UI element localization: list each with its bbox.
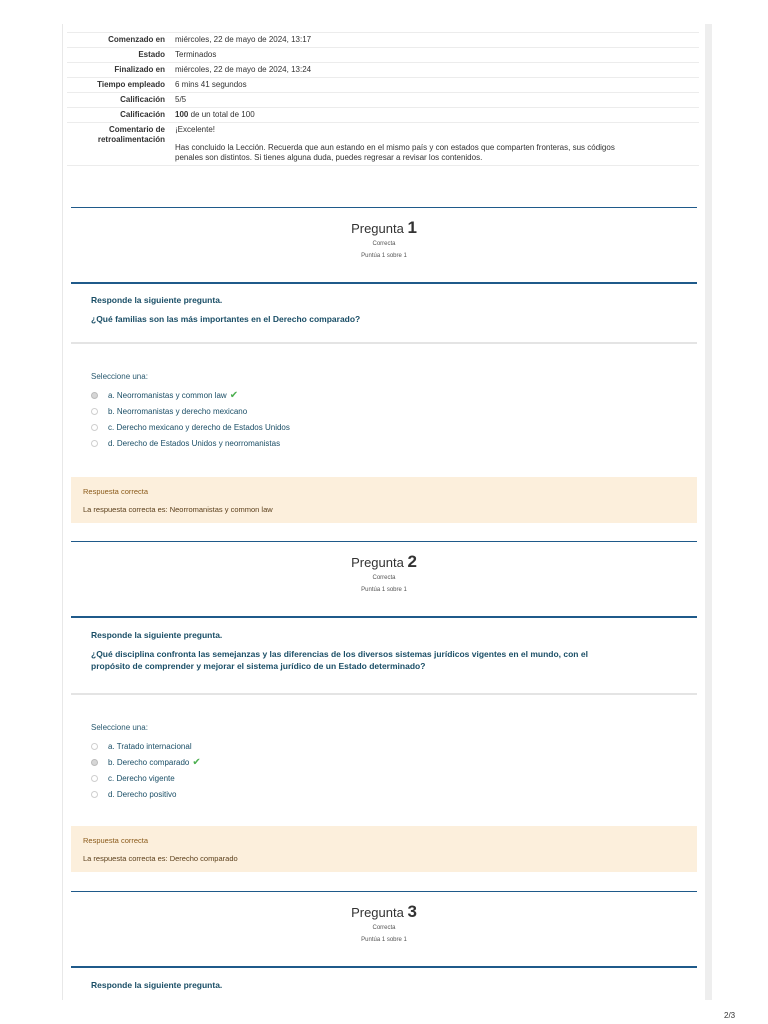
question-state: Correcta bbox=[372, 575, 396, 581]
option-text: b. Derecho comparado bbox=[108, 758, 190, 767]
option-text: c. Derecho vigente bbox=[108, 774, 175, 783]
summary-key: Comenzado en bbox=[67, 33, 171, 48]
feedback-key-line1: Comentario de bbox=[108, 125, 165, 134]
question-line: ¿Qué familias son las más importantes en el Derecho comparado? bbox=[91, 314, 361, 324]
question-3-header bbox=[71, 891, 697, 968]
summary-key bbox=[67, 123, 171, 166]
option-text: b. Neorromanistas y derecho mexicano bbox=[108, 407, 248, 416]
summary-value: 5/5 bbox=[171, 93, 699, 108]
summary-value: miércoles, 22 de mayo de 2024, 13:17 bbox=[171, 33, 699, 48]
answer-option-a[interactable] bbox=[91, 740, 201, 753]
question-number: 2 bbox=[407, 552, 417, 571]
answer-option-c[interactable] bbox=[91, 421, 290, 434]
option-text: a. Tratado internacional bbox=[108, 742, 192, 751]
correct-check-icon: ✔ bbox=[229, 390, 239, 401]
summary-key: Finalizado en bbox=[67, 63, 171, 78]
summary-row-time bbox=[67, 78, 699, 93]
feedback-line3: penales son distintos. Si tienes alguna duda, puedes regresar a revisar los contenidos. bbox=[175, 153, 483, 162]
radio-button[interactable] bbox=[91, 743, 98, 750]
answer-option-b[interactable] bbox=[91, 405, 290, 418]
summary-key: Tiempo empleado bbox=[67, 78, 171, 93]
question-2-feedback bbox=[71, 826, 697, 872]
feedback-line2: Has concluido la Lección. Recuerda que aun estando en el mismo país y con estados que comparten fronteras, sus códigos bbox=[175, 143, 615, 152]
question-title bbox=[71, 218, 697, 238]
summary-row-grade bbox=[67, 108, 699, 123]
grade-total: de un total de 100 bbox=[188, 110, 255, 119]
question-label: Pregunta bbox=[351, 905, 404, 920]
attempt-summary-table bbox=[67, 32, 699, 166]
question-score: Puntúa 1 sobre 1 bbox=[361, 587, 407, 593]
summary-value bbox=[171, 123, 699, 166]
answer-option-a[interactable] bbox=[91, 389, 290, 402]
divider bbox=[71, 693, 697, 695]
option-text: c. Derecho mexicano y derecho de Estados Unidos bbox=[108, 423, 290, 432]
question-title bbox=[71, 902, 697, 922]
option-text: d. Derecho de Estados Unidos y neorromanistas bbox=[108, 439, 281, 448]
correct-check-icon: ✔ bbox=[192, 757, 201, 768]
question-label: Pregunta bbox=[351, 555, 404, 570]
question-number: 3 bbox=[407, 902, 417, 921]
radio-button[interactable] bbox=[91, 791, 98, 798]
question-line: propósito de comprender y mejorar el sistema jurídico de un Estado determinado? bbox=[91, 661, 426, 671]
select-label: Seleccione una: bbox=[91, 372, 148, 381]
feedback-text: La respuesta correcta es: Derecho comparado bbox=[83, 854, 238, 863]
question-line: ¿Qué disciplina confronta las semejanzas y las diferencias de los diversos sistemas jurídicos vigentes en el mundo, con el bbox=[91, 649, 588, 659]
question-title bbox=[71, 552, 697, 572]
question-prompt: Responde la siguiente pregunta. bbox=[91, 630, 223, 640]
summary-key: Estado bbox=[67, 48, 171, 63]
feedback-text: La respuesta correcta es: Neorromanistas y common law bbox=[83, 505, 273, 514]
summary-row-started bbox=[67, 33, 699, 48]
option-text: a. Neorromanistas y common law bbox=[108, 391, 227, 400]
question-state: Correcta bbox=[372, 241, 396, 247]
feedback-line1: ¡Excelente! bbox=[175, 125, 216, 134]
summary-value: miércoles, 22 de mayo de 2024, 13:24 bbox=[171, 63, 699, 78]
summary-value: Terminados bbox=[171, 48, 699, 63]
divider bbox=[71, 342, 697, 344]
summary-row-marks bbox=[67, 93, 699, 108]
radio-button[interactable] bbox=[91, 408, 98, 415]
summary-key: Calificación bbox=[67, 108, 171, 123]
question-2-text bbox=[71, 629, 697, 679]
question-2-header bbox=[71, 541, 697, 618]
summary-key: Calificación bbox=[67, 93, 171, 108]
grade-value: 100 bbox=[175, 110, 189, 119]
question-state: Correcta bbox=[372, 925, 396, 931]
answer-option-d[interactable] bbox=[91, 788, 201, 801]
radio-button[interactable] bbox=[91, 424, 98, 431]
question-3-text bbox=[71, 979, 697, 998]
summary-value bbox=[171, 108, 699, 123]
summary-row-finished bbox=[67, 63, 699, 78]
radio-button[interactable] bbox=[91, 440, 98, 447]
question-prompt: Responde la siguiente pregunta. bbox=[91, 980, 223, 990]
question-prompt: Responde la siguiente pregunta. bbox=[91, 295, 223, 305]
feedback-title: Respuesta correcta bbox=[83, 836, 149, 845]
select-label: Seleccione una: bbox=[91, 723, 148, 732]
question-number: 1 bbox=[407, 218, 417, 237]
answer-option-d[interactable] bbox=[91, 437, 290, 450]
question-score: Puntúa 1 sobre 1 bbox=[361, 253, 407, 259]
radio-button[interactable] bbox=[91, 775, 98, 782]
question-1-answers bbox=[91, 372, 290, 453]
answer-option-b[interactable] bbox=[91, 756, 201, 769]
feedback-title: Respuesta correcta bbox=[83, 487, 149, 496]
question-1-header bbox=[71, 207, 697, 284]
quiz-review-page bbox=[62, 24, 712, 1000]
radio-button[interactable] bbox=[91, 392, 98, 399]
question-2-answers bbox=[91, 723, 201, 804]
answer-option-c[interactable] bbox=[91, 772, 201, 785]
page-number: 2/3 bbox=[724, 1011, 736, 1020]
question-score: Puntúa 1 sobre 1 bbox=[361, 937, 407, 943]
question-label: Pregunta bbox=[351, 221, 404, 236]
summary-row-state bbox=[67, 48, 699, 63]
summary-row-feedback bbox=[67, 123, 699, 166]
question-1-text bbox=[71, 294, 697, 332]
feedback-key-line2: retroalimentación bbox=[97, 135, 165, 144]
option-text: d. Derecho positivo bbox=[108, 790, 177, 799]
summary-value: 6 mins 41 segundos bbox=[171, 78, 699, 93]
radio-button[interactable] bbox=[91, 759, 98, 766]
question-1-feedback bbox=[71, 477, 697, 523]
